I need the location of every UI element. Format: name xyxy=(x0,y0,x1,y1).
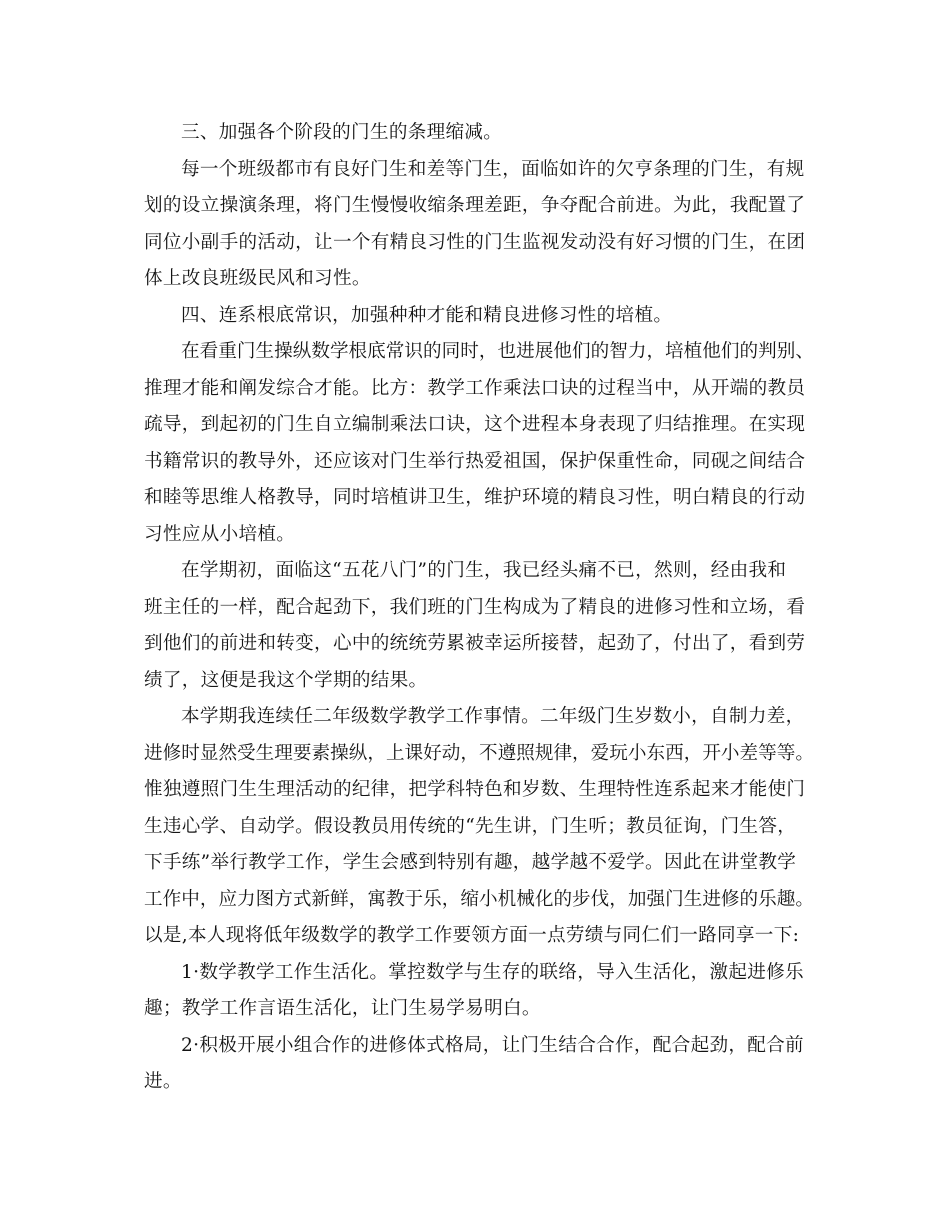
text-line: 生违心学、自动学。假设教员用传统的“先生讲，门生听；教员征询，门生答， xyxy=(144,815,797,837)
text-line: 绩了，这便是我这个学期的结果。 xyxy=(144,669,428,691)
text-line: 惟独遵照门生生理活动的纪律，把学科特色和岁数、生理特性连系起来才能使门 xyxy=(144,779,806,800)
text-line: 1·数学教学工作生活化。掌控数学与生存的联络，导入生活化，激起进修乐 xyxy=(181,961,804,983)
text-line: 在看重门生操纵数学根底常识的同时，也进展他们的智力，培植他们的判别、 xyxy=(181,341,814,362)
text-line: 2·积极开展小组合作的进修体式格局，让门生结合合作，配合起劲，配合前 xyxy=(181,1034,804,1056)
text-line: 和睦等思维人格教导，同时培植讲卫生，维护环境的精良习性，明白精良的行动 xyxy=(144,487,806,508)
text-line: 体上改良班级民风和习性。 xyxy=(144,268,371,289)
text-line: 推理才能和阐发综合才能。比方：教学工作乘法口诀的过程当中，从开端的教员 xyxy=(144,377,806,399)
text-line: 在学期初，面临这“五花八门”的门生，我已经头痛不已，然则，经由我和 xyxy=(181,560,787,581)
text-line: 四、连系根底常识，加强种种才能和精良进修习性的培植。 xyxy=(181,304,673,326)
text-line: 工作中，应力图方式新鲜，寓教于乐，缩小机械化的步伐，加强门生进修的乐趣。 xyxy=(144,888,814,910)
text-line: 同位小副手的活动，让一个有精良习性的门生监视发动没有好习惯的门生，在团 xyxy=(144,231,806,253)
text-line: 进修时显然受生理要素操纵，上课好动，不遵照规律，爱玩小东西，开小差等等。 xyxy=(144,742,814,764)
text-line: 三、加强各个阶段的门生的条理缩减。 xyxy=(181,122,503,143)
document-body xyxy=(144,115,814,1101)
text-line: 本学期我连续任二年级数学教学工作事情。二年级门生岁数小，自制力差， xyxy=(181,706,805,727)
text-line: 下手练”举行教学工作，学生会感到特别有趣，越学越不爱学。因此在讲堂教学 xyxy=(144,852,797,873)
text-line: 划的设立操演条理，将门生慢慢收缩条理差距，争夺配合前进。为此，我配置了 xyxy=(144,195,806,216)
text-line: 书籍常识的教导外，还应该对门生举行热爱祖国，保护保重性命，同砚之间结合 xyxy=(144,450,806,472)
text-line: 每一个班级都市有良好门生和差等门生，面临如许的欠亨条理的门生，有规 xyxy=(181,158,805,180)
text-line: 以是,本人现将低年级数学的教学工作要领方面一点劳绩与同仁们一路同享一下: xyxy=(144,925,800,946)
text-line: 习性应从小培植。 xyxy=(144,523,296,545)
text-line: 趣；教学工作言语生活化，让门生易学易明白。 xyxy=(144,998,541,1019)
text-line: 班主任的一样，配合起劲下，我们班的门生构成为了精良的进修习性和立场，看 xyxy=(144,596,806,618)
text-line: 疏导，到起初的门生自立编制乘法口诀，这个进程本身表现了归结推理。在实现 xyxy=(144,414,806,435)
text-line: 到他们的前进和转变，心中的统统劳累被幸运所接替，起劲了，付出了，看到劳 xyxy=(144,633,806,654)
text-line: 进。 xyxy=(144,1071,182,1092)
